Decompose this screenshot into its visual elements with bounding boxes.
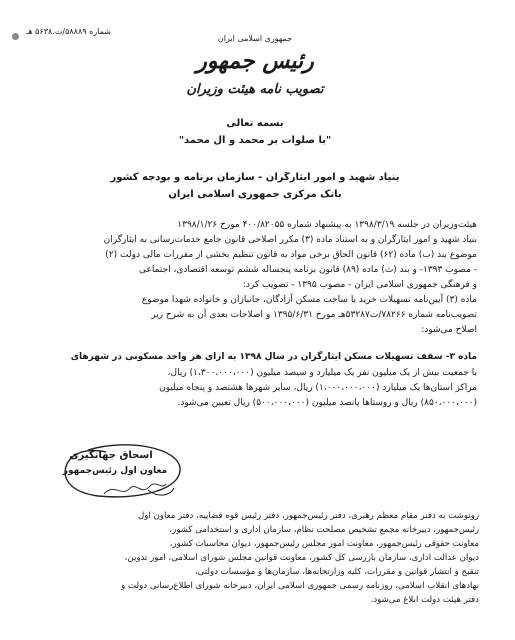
salavat-line: "با صلوات بر محمد و آل محمد" [178,135,332,146]
cc-line: معاونت حقوقی رئیس‌جمهور، معاونت امور مجلس رئیس‌جمهور، دیوان محاسبات کشور، [169,539,479,549]
signatory-name: اسحاق جهانگیری [69,450,153,461]
article-line: مراکز استان‌ها یک میلیارد (۱،۰۰۰،۰۰۰،۰۰۰) ریال، سایر شهرها هشتصد و پنجاه میلیون [159,383,477,393]
body-line: هیئت‌وزیران در جلسه ۱۳۹۸/۳/۱۹ به پیشنهاد شماره ۴۰۰/۸۲۰۵۵ مورخ ۱۳۹۸/۱/۲۶ [177,220,477,230]
body-line: و فرهنگی جمهوری اسلامی ایران - مصوب ۱۳۹۵ - تصویب کرد: [242,280,477,290]
bismillah: بسمه تعالی [226,118,284,129]
cabinet-header: تصویب نامه هیئت وزیران [186,82,324,97]
cc-line: دفتر هیئت دولت ابلاغ می‌شود. [370,595,479,605]
addressee-line-2: بانک مرکزی جمهوری اسلامی ایران [168,189,342,200]
country-header: جمهوری اسلامی ایران [217,34,293,43]
body-line: اصلاح می‌شود: [421,325,477,335]
body-line: - مصوب ۱۳۹۳- و بند (ث) ماده (۸۹) قانون برنامه پنجساله ششم توسعه اقتصادی، اجتماعی [139,265,477,275]
article-line: ماده ۳- سقف تسهیلات مسکن ایثارگران در سال ۱۳۹۸ به ازای هر واحد مسکونی در شهرهای [70,352,477,362]
addressee-line-1: بنیاد شهید و امور ایثارگران - سازمان برنامه و بودجه کشور [110,172,400,183]
hole-punch-mark [12,33,19,40]
article-line: با جمعیت بیش از یک میلیون نفر یک میلیارد و سیصد میلیون (۱،۳۰۰،۰۰۰،۰۰۰) ریال، [167,368,477,378]
cc-line: دیوان عدالت اداری، سازمان بازرسی کل کشور، معاونت قوانین مجلس شورای اسلامی، امور تدوین، [124,553,479,563]
body-line: تصویب‌نامه شماره ۷۸۲۶۶/ت۵۳۲۸۷هـ مورخ ۱۳۹۵/۶/۳۱ و اصلاحات بعدی آن به شرح زیر [151,310,477,320]
body-line: بنیاد شهید و امور ایثارگران و به استناد ماده (۳) مکرر اصلاحی قانون جامع خدمات‌رسانی به ایثارگران [103,235,477,245]
cc-line: رونوشت به دفتر مقام معظم رهبری، دفتر رئیس‌جمهور، دفتر رئیس قوه قضاییه، دفتر معاون اول [137,511,479,521]
cc-line: نهادهای انقلاب اسلامی، روزنامه رسمی جمهوری اسلامی ایران، دبیرخانه شورای اطلاع‌رسانی دولت و [121,581,479,591]
handwritten-signature [100,478,170,500]
body-line: موضوع بند (ب) ماده (۶۲) قانون الحاق برخی مواد به قانون تنظیم بخشی از مقررات مالی دولت (۲) [105,250,477,260]
article-line: (۸۵۰،۰۰۰،۰۰۰) ریال و روستاها پانصد میلیون (۵۰۰،۰۰۰،۰۰۰) ریال تعیین می‌شود. [177,398,477,408]
document-number: شماره ۵۸۸۸۹/ت.۵۶۳۸ هـ [26,27,111,36]
body-line: ماده (۳) آیین‌نامه تسهیلات خرید یا ساخت مسکن آزادگان، جانبازان و خانواده شهدا موضوع [141,295,477,305]
cc-line: تنقیح و انتشار قوانین و مقررات، کلیه وزارتخانه‌ها، سازمان‌ها و مؤسسات دولتی، [194,567,479,577]
signatory-title: معاون اول رئیس‌جمهور [62,466,168,476]
office-header: رئیس جمهور [196,48,314,74]
cc-line: رئیس‌جمهور، دبیرخانه مجمع تشخیص مصلحت نظام، سازمان اداری و استخدامی کشور، [169,525,479,535]
